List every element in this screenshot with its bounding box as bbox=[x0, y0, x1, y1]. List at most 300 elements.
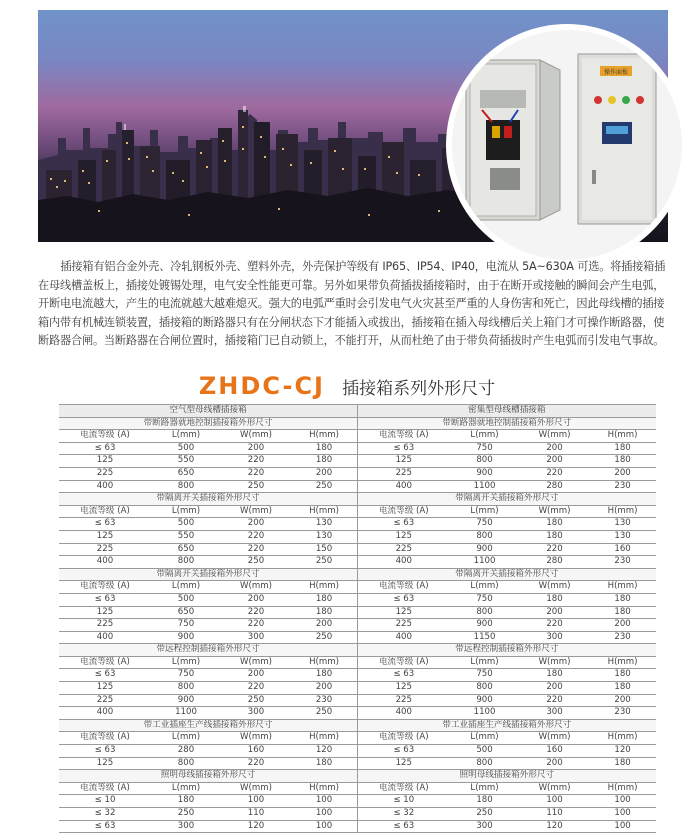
table-cell: 125 bbox=[358, 682, 450, 695]
column-header: W(mm) bbox=[520, 656, 590, 669]
column-header: 电流等级 (A) bbox=[358, 732, 450, 745]
column-header: W(mm) bbox=[221, 732, 291, 745]
table-cell: 100 bbox=[590, 795, 656, 808]
table-cell: 900 bbox=[151, 694, 221, 707]
column-header: H(mm) bbox=[590, 782, 656, 795]
table-cell: 220 bbox=[520, 467, 590, 480]
column-header-row bbox=[358, 732, 656, 745]
table-cell: 200 bbox=[291, 682, 357, 695]
table-cell: 160 bbox=[590, 543, 656, 556]
table-cell: 280 bbox=[520, 556, 590, 569]
table-cell: 200 bbox=[520, 455, 590, 468]
table-cell: 750 bbox=[151, 669, 221, 682]
table-cell: ≤ 63 bbox=[358, 745, 450, 758]
column-header: 电流等级 (A) bbox=[59, 656, 151, 669]
table-title: 密集型母线槽插接箱 bbox=[358, 405, 656, 418]
table-cell: 300 bbox=[520, 707, 590, 720]
table-cell: 220 bbox=[221, 606, 291, 619]
table-cell: 650 bbox=[151, 606, 221, 619]
table-cell: 250 bbox=[221, 556, 291, 569]
table-cell: 250 bbox=[151, 808, 221, 821]
table-cell: 1100 bbox=[450, 480, 520, 493]
column-header: W(mm) bbox=[221, 505, 291, 518]
column-header: 电流等级 (A) bbox=[59, 581, 151, 594]
column-header: L(mm) bbox=[450, 430, 520, 443]
column-header: L(mm) bbox=[151, 505, 221, 518]
table-cell: 120 bbox=[590, 745, 656, 758]
column-header: H(mm) bbox=[291, 581, 357, 594]
table-cell: 200 bbox=[520, 682, 590, 695]
column-header: H(mm) bbox=[590, 581, 656, 594]
column-header: L(mm) bbox=[450, 732, 520, 745]
column-header: W(mm) bbox=[221, 782, 291, 795]
table-cell: 220 bbox=[520, 694, 590, 707]
section-subtitle: 带隔离开关插接箱外形尺寸 bbox=[59, 493, 357, 506]
table-cell: 110 bbox=[221, 808, 291, 821]
table-cell: 200 bbox=[520, 757, 590, 770]
table-row bbox=[358, 808, 656, 821]
column-header: H(mm) bbox=[590, 505, 656, 518]
column-header: 电流等级 (A) bbox=[358, 505, 450, 518]
table-row bbox=[59, 707, 357, 720]
section-subtitle-row bbox=[358, 644, 656, 657]
table-row bbox=[358, 467, 656, 480]
section-subtitle-row bbox=[358, 417, 656, 430]
table-row bbox=[358, 593, 656, 606]
section-subtitle-row bbox=[358, 568, 656, 581]
table-cell: 220 bbox=[520, 619, 590, 632]
table-cell: 125 bbox=[358, 530, 450, 543]
table-cell: 400 bbox=[59, 631, 151, 644]
table-cell: 1100 bbox=[151, 707, 221, 720]
section-subtitle: 带工业插座生产线插接箱外形尺寸 bbox=[358, 719, 656, 732]
table-cell: 180 bbox=[520, 669, 590, 682]
table-cell: 300 bbox=[221, 631, 291, 644]
table-cell: 225 bbox=[358, 543, 450, 556]
table-cell: ≤ 63 bbox=[59, 820, 151, 833]
dense-type-busway-table bbox=[357, 404, 656, 833]
table-cell: 130 bbox=[590, 518, 656, 531]
table-title-row bbox=[59, 405, 357, 418]
table-row bbox=[358, 707, 656, 720]
intro-paragraph: 插接箱有铝合金外壳、冷轧钢板外壳、塑料外壳，外壳保护等级有 IP65、IP54、IP40，电流从 5A~630A 可选。将插接箱插在母线槽盖板上，插接处镀锡处理，电气安全性能更可靠。另外如果带负荷插拔插接箱时，由于在断开或接触的瞬间会产生电弧，开断电电流越大，产生的电流就越大越难熄灭。强大的电弧严重时会引发电气火灾甚至严重的人身伤害和死亡，因此母线槽的插接箱内带有机械连锁装置，插接箱的断路器只有在分闸状态下才能插入或拔出，插接箱在插入母线槽后关上箱门才可操作断路器，使断路器合闸。当断路器在合闸位置时，插接箱门已自动锁上，不能打开，从而杜绝了由于带负荷插拔时产生电弧而引发电气事故。 bbox=[38, 260, 666, 348]
table-cell: 230 bbox=[291, 694, 357, 707]
table-cell: 250 bbox=[221, 480, 291, 493]
table-row bbox=[358, 480, 656, 493]
table-cell: ≤ 63 bbox=[59, 518, 151, 531]
table-cell: 800 bbox=[450, 530, 520, 543]
table-row bbox=[358, 543, 656, 556]
column-header: H(mm) bbox=[590, 430, 656, 443]
table-cell: 300 bbox=[151, 820, 221, 833]
column-header: L(mm) bbox=[151, 782, 221, 795]
table-row bbox=[59, 757, 357, 770]
table-title: 空气型母线槽插接箱 bbox=[59, 405, 357, 418]
table-cell: 100 bbox=[520, 795, 590, 808]
table-row bbox=[358, 442, 656, 455]
table-cell: 400 bbox=[59, 707, 151, 720]
table-row bbox=[358, 669, 656, 682]
section-title: 插接箱系列外形尺寸 bbox=[342, 378, 496, 399]
table-cell: 500 bbox=[151, 442, 221, 455]
table-cell: 100 bbox=[221, 795, 291, 808]
table-cell: 180 bbox=[590, 669, 656, 682]
table-cell: 125 bbox=[59, 757, 151, 770]
table-row bbox=[59, 694, 357, 707]
table-row bbox=[358, 530, 656, 543]
table-cell: 230 bbox=[590, 707, 656, 720]
table-cell: 220 bbox=[221, 682, 291, 695]
model-code: ZHDC-CJ bbox=[198, 372, 325, 400]
table-cell: 750 bbox=[450, 442, 520, 455]
section-subtitle-row bbox=[59, 417, 357, 430]
table-cell: 200 bbox=[590, 694, 656, 707]
table-cell: 250 bbox=[291, 631, 357, 644]
section-subtitle-row bbox=[358, 770, 656, 783]
table-cell: 225 bbox=[358, 694, 450, 707]
column-header: 电流等级 (A) bbox=[358, 656, 450, 669]
table-row bbox=[358, 518, 656, 531]
table-cell: 300 bbox=[520, 631, 590, 644]
table-cell: 400 bbox=[358, 707, 450, 720]
column-header: W(mm) bbox=[520, 782, 590, 795]
table-cell: 200 bbox=[221, 593, 291, 606]
table-cell: 200 bbox=[221, 669, 291, 682]
table-cell: 200 bbox=[291, 467, 357, 480]
table-cell: 180 bbox=[291, 442, 357, 455]
column-header: L(mm) bbox=[450, 656, 520, 669]
table-row bbox=[59, 455, 357, 468]
table-cell: 180 bbox=[291, 606, 357, 619]
section-heading bbox=[0, 372, 694, 400]
table-row bbox=[59, 530, 357, 543]
table-row bbox=[358, 682, 656, 695]
table-row bbox=[59, 795, 357, 808]
table-row bbox=[59, 556, 357, 569]
section-subtitle-row bbox=[358, 719, 656, 732]
table-row bbox=[358, 745, 656, 758]
table-cell: 125 bbox=[358, 757, 450, 770]
section-subtitle-row bbox=[59, 644, 357, 657]
column-header: 电流等级 (A) bbox=[358, 581, 450, 594]
table-row bbox=[59, 631, 357, 644]
column-header: L(mm) bbox=[151, 430, 221, 443]
table-cell: ≤ 63 bbox=[358, 518, 450, 531]
table-cell: 225 bbox=[358, 467, 450, 480]
table-cell: ≤ 63 bbox=[358, 593, 450, 606]
table-cell: 220 bbox=[221, 543, 291, 556]
column-header: W(mm) bbox=[221, 581, 291, 594]
table-row bbox=[59, 442, 357, 455]
table-cell: 230 bbox=[590, 631, 656, 644]
table-cell: 100 bbox=[291, 795, 357, 808]
column-header: W(mm) bbox=[520, 430, 590, 443]
table-cell: 160 bbox=[221, 745, 291, 758]
table-cell: ≤ 63 bbox=[358, 442, 450, 455]
table-row bbox=[358, 795, 656, 808]
table-cell: 220 bbox=[221, 467, 291, 480]
table-cell: 300 bbox=[450, 820, 520, 833]
column-header: H(mm) bbox=[291, 782, 357, 795]
table-cell: 400 bbox=[358, 480, 450, 493]
section-subtitle: 照明母线插接箱外形尺寸 bbox=[59, 770, 357, 783]
table-cell: ≤ 10 bbox=[358, 795, 450, 808]
table-cell: 750 bbox=[450, 593, 520, 606]
table-cell: 400 bbox=[358, 556, 450, 569]
table-row bbox=[59, 619, 357, 632]
table-cell: 150 bbox=[291, 543, 357, 556]
table-cell: 180 bbox=[291, 593, 357, 606]
table-cell: ≤ 63 bbox=[358, 669, 450, 682]
table-row bbox=[59, 606, 357, 619]
column-header: 电流等级 (A) bbox=[59, 782, 151, 795]
table-cell: 200 bbox=[221, 442, 291, 455]
green-indicator-light bbox=[622, 96, 630, 104]
table-row bbox=[59, 820, 357, 833]
section-subtitle-row bbox=[59, 568, 357, 581]
table-cell: 125 bbox=[59, 455, 151, 468]
table-cell: 110 bbox=[520, 808, 590, 821]
table-cell: 500 bbox=[151, 518, 221, 531]
table-row bbox=[59, 518, 357, 531]
red-indicator-light bbox=[594, 96, 602, 104]
table-cell: 800 bbox=[151, 757, 221, 770]
table-row bbox=[59, 593, 357, 606]
table-row bbox=[358, 606, 656, 619]
table-cell: 1100 bbox=[450, 556, 520, 569]
section-subtitle: 带远程控制插接箱外形尺寸 bbox=[59, 644, 357, 657]
table-cell: 125 bbox=[59, 606, 151, 619]
column-header-row bbox=[358, 581, 656, 594]
table-cell: 800 bbox=[450, 757, 520, 770]
column-header: 电流等级 (A) bbox=[358, 782, 450, 795]
column-header-row bbox=[358, 430, 656, 443]
table-cell: 800 bbox=[151, 682, 221, 695]
table-row bbox=[59, 669, 357, 682]
distribution-cabinet-illustration bbox=[452, 30, 682, 260]
table-cell: 900 bbox=[151, 631, 221, 644]
column-header: H(mm) bbox=[291, 656, 357, 669]
table-cell: 220 bbox=[221, 619, 291, 632]
table-cell: 220 bbox=[221, 757, 291, 770]
table-cell: 250 bbox=[221, 694, 291, 707]
column-header: W(mm) bbox=[221, 656, 291, 669]
column-header-row bbox=[59, 505, 357, 518]
table-cell: 550 bbox=[151, 455, 221, 468]
table-cell: 100 bbox=[291, 808, 357, 821]
table-cell: 400 bbox=[59, 556, 151, 569]
table-cell: 1100 bbox=[450, 707, 520, 720]
table-cell: 750 bbox=[151, 619, 221, 632]
section-subtitle: 照明母线插接箱外形尺寸 bbox=[358, 770, 656, 783]
column-header: 电流等级 (A) bbox=[358, 430, 450, 443]
table-cell: 250 bbox=[291, 480, 357, 493]
yellow-indicator-light bbox=[608, 96, 616, 104]
section-subtitle: 带工业插座生产线插接箱外形尺寸 bbox=[59, 719, 357, 732]
dimension-tables bbox=[59, 404, 655, 833]
section-subtitle: 带断路器就地控制插接箱外形尺寸 bbox=[358, 417, 656, 430]
table-cell: 800 bbox=[450, 682, 520, 695]
column-header: H(mm) bbox=[590, 732, 656, 745]
table-cell: 180 bbox=[590, 455, 656, 468]
column-header: W(mm) bbox=[520, 581, 590, 594]
section-subtitle-row bbox=[59, 770, 357, 783]
column-header: 电流等级 (A) bbox=[59, 430, 151, 443]
table-cell: 500 bbox=[151, 593, 221, 606]
table-cell: 220 bbox=[221, 530, 291, 543]
table-cell: 300 bbox=[221, 707, 291, 720]
table-cell: ≤ 10 bbox=[59, 795, 151, 808]
table-cell: 800 bbox=[450, 606, 520, 619]
table-cell: 900 bbox=[450, 543, 520, 556]
table-cell: 125 bbox=[59, 530, 151, 543]
table-cell: 120 bbox=[291, 745, 357, 758]
table-cell: 100 bbox=[590, 820, 656, 833]
table-row bbox=[59, 745, 357, 758]
table-cell: 900 bbox=[450, 467, 520, 480]
table-cell: 130 bbox=[291, 518, 357, 531]
table-cell: 800 bbox=[151, 556, 221, 569]
table-cell: 230 bbox=[590, 556, 656, 569]
column-header: 电流等级 (A) bbox=[59, 505, 151, 518]
table-cell: 200 bbox=[590, 619, 656, 632]
table-cell: 125 bbox=[358, 606, 450, 619]
table-cell: 225 bbox=[59, 467, 151, 480]
table-cell: 125 bbox=[358, 455, 450, 468]
table-cell: 650 bbox=[151, 467, 221, 480]
table-cell: 200 bbox=[291, 619, 357, 632]
table-cell: 800 bbox=[151, 480, 221, 493]
dense-type-busway-table-wrap bbox=[357, 404, 656, 833]
table-cell: 180 bbox=[291, 757, 357, 770]
column-header-row bbox=[59, 430, 357, 443]
table-cell: 900 bbox=[450, 694, 520, 707]
table-cell: 180 bbox=[520, 518, 590, 531]
table-cell: 250 bbox=[291, 556, 357, 569]
table-cell: 180 bbox=[520, 593, 590, 606]
table-cell: 1150 bbox=[450, 631, 520, 644]
table-cell: 180 bbox=[291, 669, 357, 682]
section-subtitle-row bbox=[358, 493, 656, 506]
table-row bbox=[59, 467, 357, 480]
table-cell: 250 bbox=[291, 707, 357, 720]
table-cell: 280 bbox=[520, 480, 590, 493]
section-subtitle: 带远程控制插接箱外形尺寸 bbox=[358, 644, 656, 657]
table-cell: 750 bbox=[450, 669, 520, 682]
table-cell: ≤ 63 bbox=[59, 442, 151, 455]
table-cell: 225 bbox=[358, 619, 450, 632]
table-cell: ≤ 63 bbox=[59, 593, 151, 606]
column-header: H(mm) bbox=[590, 656, 656, 669]
table-cell: 180 bbox=[590, 757, 656, 770]
table-cell: 130 bbox=[291, 530, 357, 543]
table-row bbox=[358, 757, 656, 770]
table-row bbox=[358, 631, 656, 644]
table-cell: 180 bbox=[450, 795, 520, 808]
table-cell: 250 bbox=[450, 808, 520, 821]
table-cell: ≤ 32 bbox=[59, 808, 151, 821]
column-header-row bbox=[59, 782, 357, 795]
table-cell: 100 bbox=[590, 808, 656, 821]
table-cell: 225 bbox=[59, 619, 151, 632]
column-header: W(mm) bbox=[221, 430, 291, 443]
table-cell: 220 bbox=[520, 543, 590, 556]
table-cell: 200 bbox=[520, 606, 590, 619]
table-cell: 120 bbox=[221, 820, 291, 833]
table-cell: 180 bbox=[291, 455, 357, 468]
air-type-busway-table-wrap bbox=[59, 404, 357, 833]
table-cell: 180 bbox=[520, 530, 590, 543]
column-header: H(mm) bbox=[291, 505, 357, 518]
column-header-row bbox=[358, 782, 656, 795]
table-cell: 800 bbox=[450, 455, 520, 468]
table-cell: 200 bbox=[520, 442, 590, 455]
product-photo-circle bbox=[452, 30, 682, 260]
table-cell: 180 bbox=[151, 795, 221, 808]
table-row bbox=[358, 455, 656, 468]
section-subtitle-row bbox=[59, 719, 357, 732]
column-header: L(mm) bbox=[151, 732, 221, 745]
table-row bbox=[59, 480, 357, 493]
table-cell: 220 bbox=[221, 455, 291, 468]
table-cell: ≤ 32 bbox=[358, 808, 450, 821]
table-row bbox=[59, 682, 357, 695]
column-header: L(mm) bbox=[151, 656, 221, 669]
column-header: L(mm) bbox=[450, 505, 520, 518]
column-header: L(mm) bbox=[151, 581, 221, 594]
table-row bbox=[59, 808, 357, 821]
table-title-row bbox=[358, 405, 656, 418]
table-cell: 400 bbox=[59, 480, 151, 493]
table-cell: 400 bbox=[358, 631, 450, 644]
table-cell: 650 bbox=[151, 543, 221, 556]
column-header-row bbox=[59, 581, 357, 594]
column-header: W(mm) bbox=[520, 505, 590, 518]
table-cell: 280 bbox=[151, 745, 221, 758]
table-cell: 120 bbox=[520, 820, 590, 833]
table-cell: 130 bbox=[590, 530, 656, 543]
section-subtitle: 带隔离开关插接箱外形尺寸 bbox=[59, 568, 357, 581]
table-cell: 225 bbox=[59, 694, 151, 707]
column-header: L(mm) bbox=[450, 782, 520, 795]
table-cell: 200 bbox=[221, 518, 291, 531]
table-cell: 125 bbox=[59, 682, 151, 695]
table-cell: 180 bbox=[590, 593, 656, 606]
table-cell: 900 bbox=[450, 619, 520, 632]
table-row bbox=[358, 556, 656, 569]
table-cell: 200 bbox=[590, 467, 656, 480]
section-subtitle: 带断路器就地控制插接箱外形尺寸 bbox=[59, 417, 357, 430]
column-header: H(mm) bbox=[291, 732, 357, 745]
column-header: W(mm) bbox=[520, 732, 590, 745]
column-header-row bbox=[358, 656, 656, 669]
air-type-busway-table bbox=[59, 404, 357, 833]
table-cell: 180 bbox=[590, 442, 656, 455]
table-row bbox=[358, 694, 656, 707]
column-header: H(mm) bbox=[291, 430, 357, 443]
section-subtitle: 带隔离开关插接箱外形尺寸 bbox=[358, 493, 656, 506]
table-cell: 225 bbox=[59, 543, 151, 556]
table-cell: ≤ 63 bbox=[59, 745, 151, 758]
section-subtitle-row bbox=[59, 493, 357, 506]
column-header-row bbox=[358, 505, 656, 518]
table-row bbox=[358, 619, 656, 632]
table-cell: 500 bbox=[450, 745, 520, 758]
table-cell: 750 bbox=[450, 518, 520, 531]
panel-label: 操作面板 bbox=[603, 69, 629, 76]
table-row bbox=[358, 820, 656, 833]
table-row bbox=[59, 543, 357, 556]
